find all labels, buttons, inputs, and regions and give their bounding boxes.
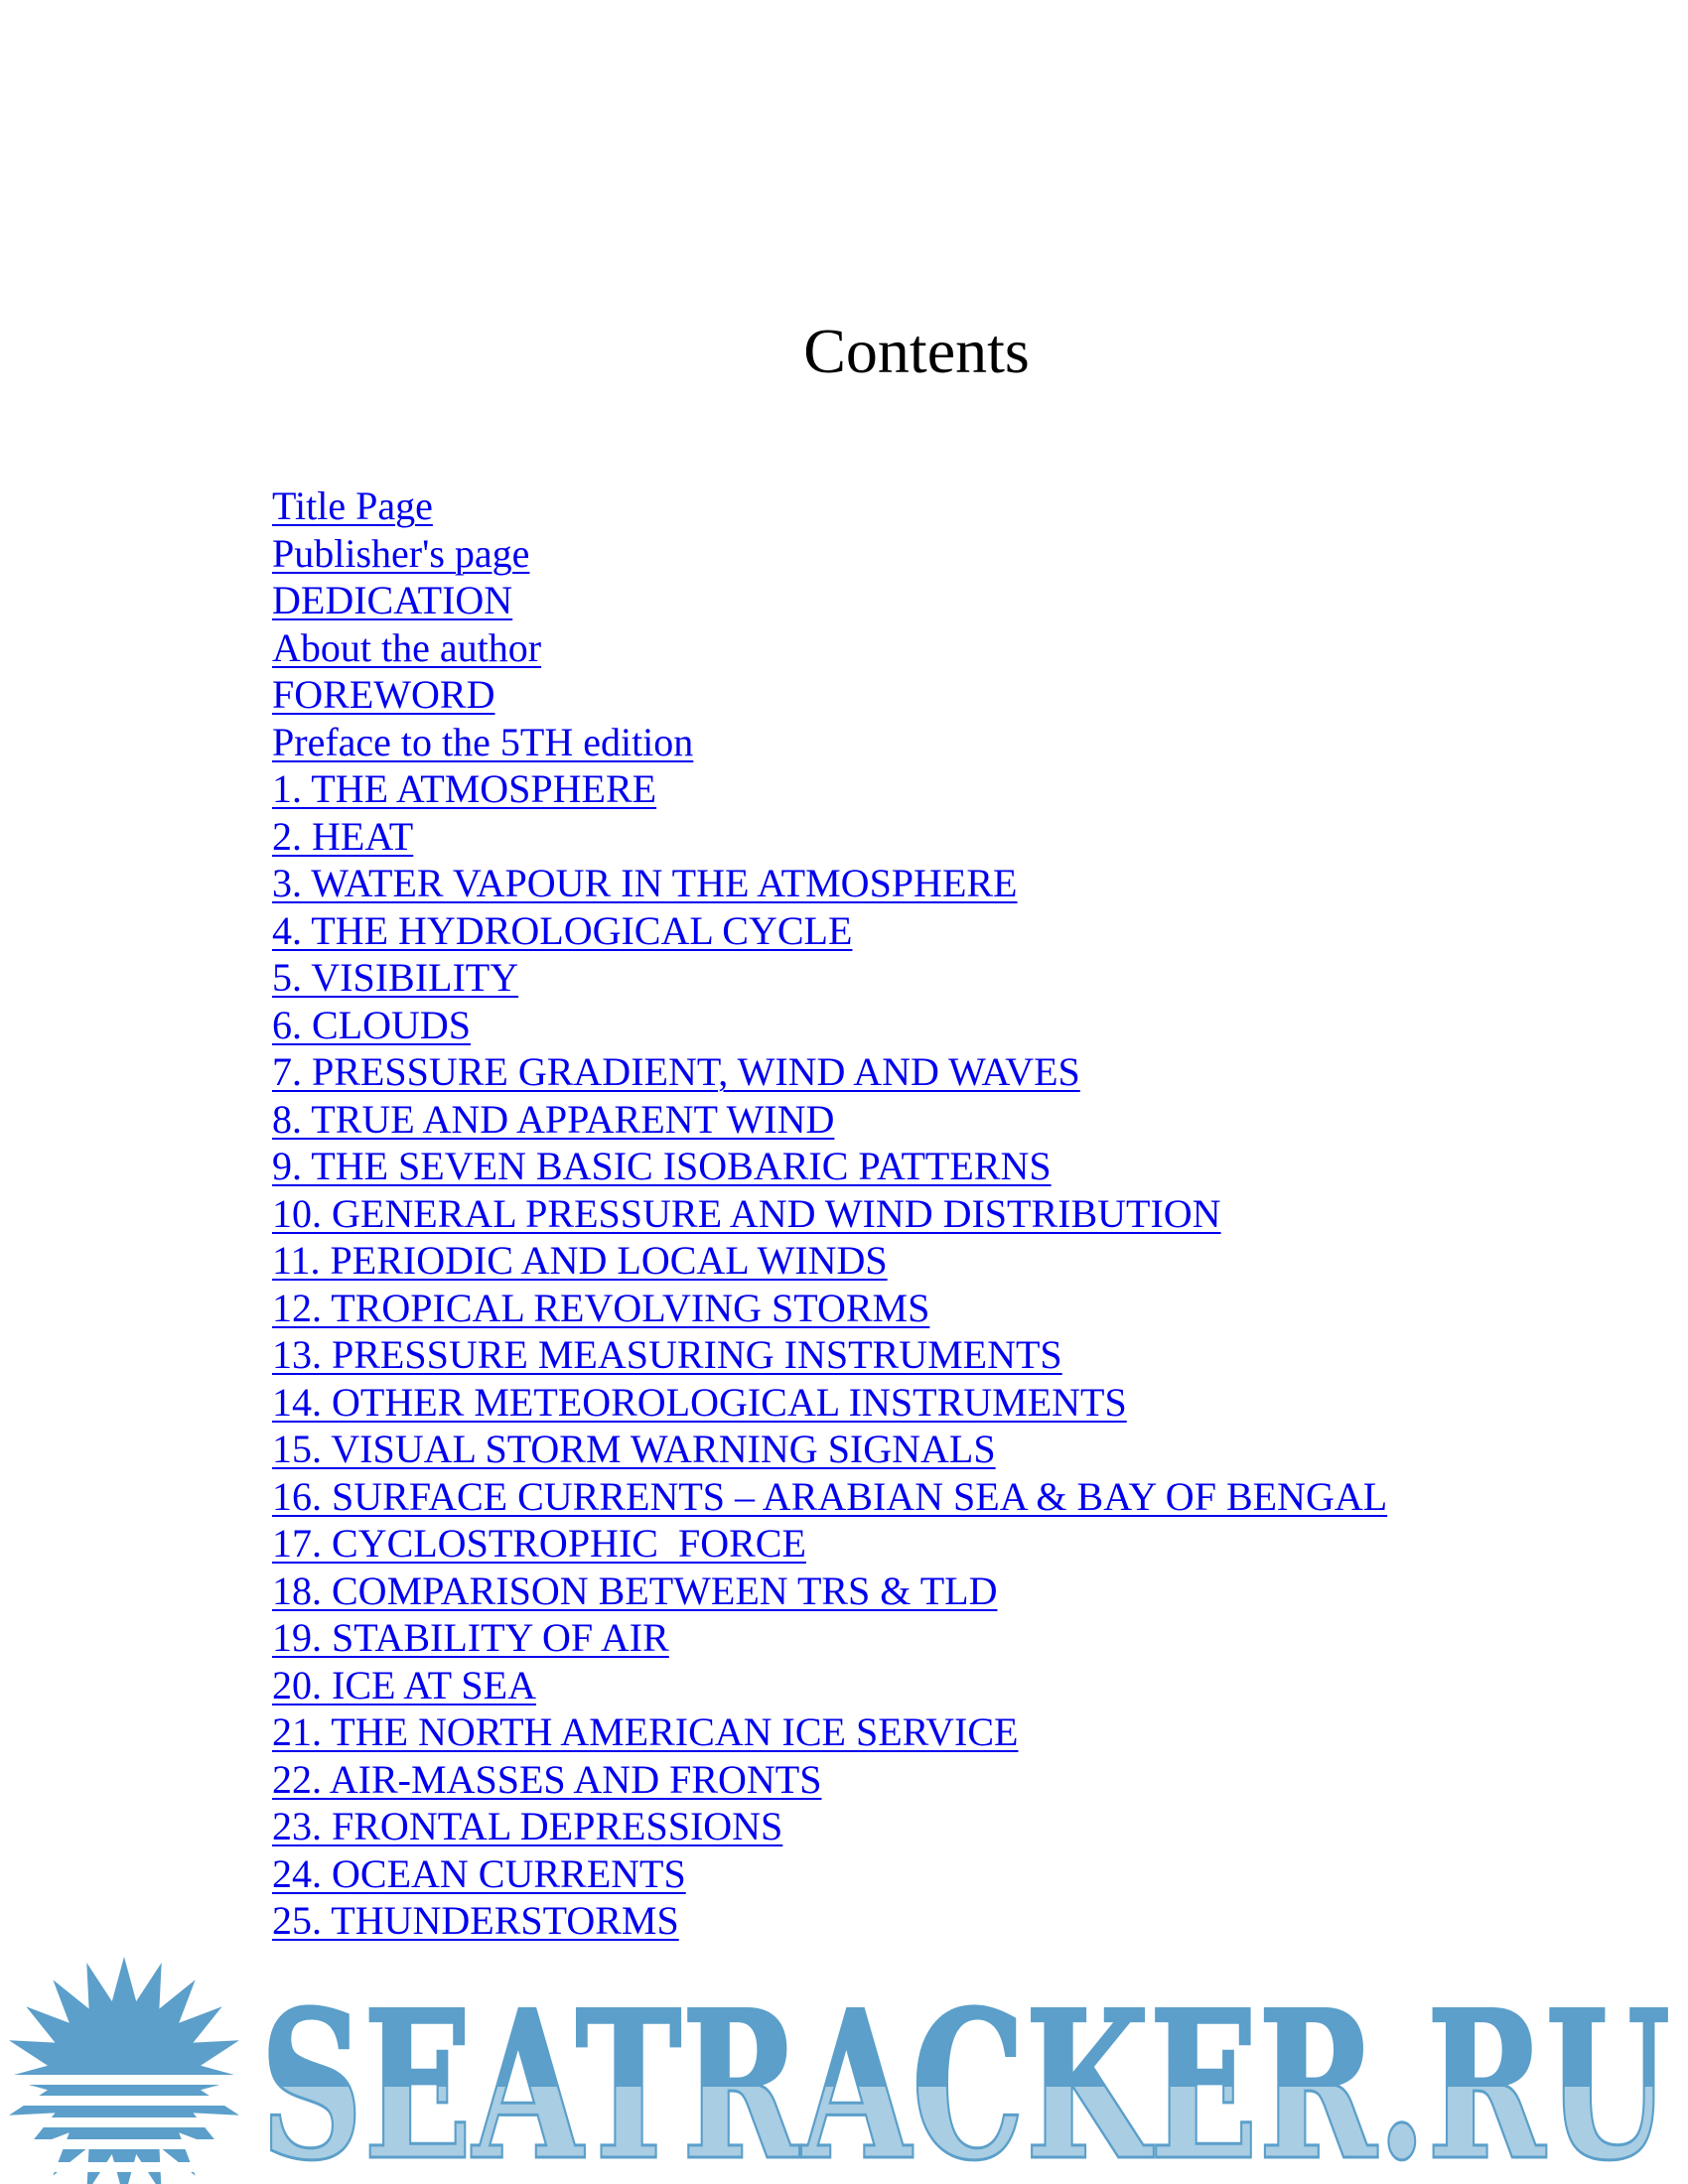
toc-item [272, 577, 1387, 624]
toc-item [272, 765, 1387, 813]
toc-link-chapter-1[interactable]: 1. THE ATMOSPHERE [272, 766, 657, 811]
toc-item [272, 1756, 1387, 1804]
sun-icon [0, 1957, 273, 2184]
toc-link-chapter-19[interactable]: 19. STABILITY OF AIR [272, 1615, 669, 1660]
toc-item [272, 1331, 1387, 1379]
toc-item [272, 1662, 1387, 1709]
toc-item [272, 1143, 1387, 1190]
toc-link-chapter-14[interactable]: 14. OTHER METEOROLOGICAL INSTRUMENTS [272, 1379, 1127, 1425]
toc-item [272, 907, 1387, 955]
toc-link-chapter-21[interactable]: 21. THE NORTH AMERICAN ICE SERVICE [272, 1709, 1019, 1754]
toc-item [272, 1614, 1387, 1662]
toc-link-title-page[interactable]: Title Page [272, 483, 433, 528]
toc-item [272, 813, 1387, 861]
toc-item [272, 482, 1387, 530]
toc-item [272, 1426, 1387, 1473]
toc-link-chapter-16[interactable]: 16. SURFACE CURRENTS – ARABIAN SEA & BAY OF BENGAL [272, 1473, 1388, 1519]
toc-item [272, 1568, 1387, 1615]
toc-item [272, 1850, 1387, 1898]
toc-item [272, 1803, 1387, 1850]
toc-link-chapter-12[interactable]: 12. TROPICAL REVOLVING STORMS [272, 1285, 930, 1330]
toc-item [272, 954, 1387, 1002]
toc-link-chapter-18[interactable]: 18. COMPARISON BETWEEN TRS & TLD [272, 1568, 998, 1613]
toc-item [272, 1708, 1387, 1756]
toc-item [272, 1285, 1387, 1332]
toc-link-chapter-8[interactable]: 8. TRUE AND APPARENT WIND [272, 1096, 835, 1142]
page-title: Contents [803, 316, 1030, 386]
toc-item [272, 1237, 1387, 1285]
toc-link-chapter-25[interactable]: 25. THUNDERSTORMS [272, 1898, 679, 1943]
toc-item [272, 1048, 1387, 1096]
toc-item [272, 530, 1387, 578]
toc-link-chapter-3[interactable]: 3. WATER VAPOUR IN THE ATMOSPHERE [272, 861, 1018, 905]
toc-item [272, 671, 1387, 719]
table-of-contents [272, 482, 1387, 1945]
toc-link-chapter-7[interactable]: 7. PRESSURE GRADIENT, WIND AND WAVES [272, 1049, 1080, 1094]
toc-link-chapter-22[interactable]: 22. AIR-MASSES AND FRONTS [272, 1756, 822, 1802]
toc-item [272, 1473, 1387, 1521]
toc-item [272, 1096, 1387, 1144]
toc-link-chapter-15[interactable]: 15. VISUAL STORM WARNING SIGNALS [272, 1427, 996, 1471]
toc-link-preface[interactable]: Preface to the 5TH edition [272, 719, 694, 764]
toc-item [272, 719, 1387, 766]
toc-link-chapter-6[interactable]: 6. CLOUDS [272, 1002, 472, 1047]
toc-link-publishers-page[interactable]: Publisher's page [272, 530, 530, 576]
toc-link-chapter-10[interactable]: 10. GENERAL PRESSURE AND WIND DISTRIBUTION [272, 1190, 1221, 1236]
toc-link-chapter-5[interactable]: 5. VISIBILITY [272, 955, 519, 1000]
toc-link-dedication[interactable]: DEDICATION [272, 578, 513, 622]
watermark-text: SEATRACKER.RU [260, 1968, 1670, 2184]
toc-link-about-author[interactable]: About the author [272, 624, 542, 670]
toc-item [272, 1379, 1387, 1427]
toc-link-chapter-9[interactable]: 9. THE SEVEN BASIC ISOBARIC PATTERNS [272, 1144, 1052, 1188]
toc-item [272, 860, 1387, 907]
toc-link-chapter-20[interactable]: 20. ICE AT SEA [272, 1662, 536, 1707]
toc-link-chapter-2[interactable]: 2. HEAT [272, 813, 414, 859]
seatracker-watermark [0, 1931, 1688, 2184]
toc-link-chapter-4[interactable]: 4. THE HYDROLOGICAL CYCLE [272, 907, 853, 953]
toc-link-chapter-13[interactable]: 13. PRESSURE MEASURING INSTRUMENTS [272, 1332, 1062, 1377]
toc-item [272, 1190, 1387, 1238]
toc-link-foreword[interactable]: FOREWORD [272, 672, 495, 717]
toc-link-chapter-11[interactable]: 11. PERIODIC AND LOCAL WINDS [272, 1238, 888, 1283]
toc-link-chapter-17[interactable]: 17. CYCLOSTROPHIC FORCE [272, 1521, 806, 1566]
toc-link-chapter-24[interactable]: 24. OCEAN CURRENTS [272, 1850, 686, 1896]
toc-item [272, 624, 1387, 672]
toc-link-chapter-23[interactable]: 23. FRONTAL DEPRESSIONS [272, 1804, 783, 1848]
toc-item [272, 1520, 1387, 1568]
toc-item [272, 1002, 1387, 1049]
